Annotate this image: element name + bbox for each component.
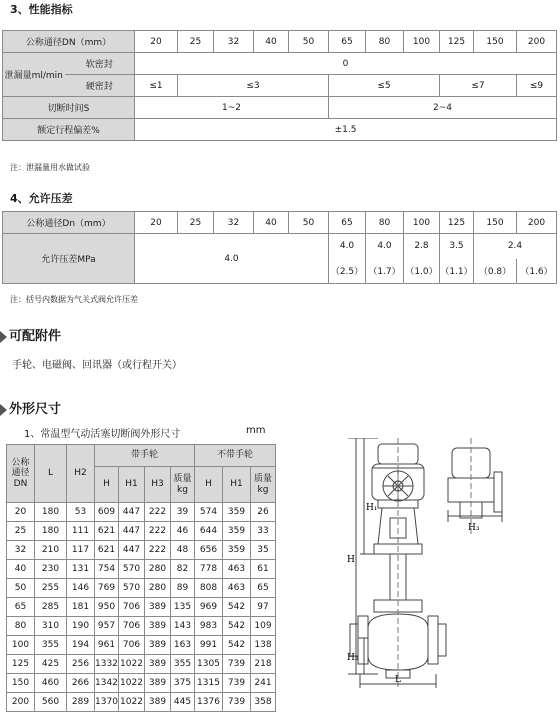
table-row	[7, 598, 276, 617]
soft-seal-value: 0	[135, 53, 557, 75]
table-cell: 190	[67, 617, 95, 636]
with-handwheel-header: 带手轮	[95, 445, 195, 467]
table-row	[7, 617, 276, 636]
hard-seal-value: ≤7	[440, 75, 517, 97]
accessories-text: 手轮、电磁阀、回讯器（或行程开关）	[12, 360, 182, 371]
table-cell: 1370	[95, 693, 119, 712]
table-cell: 39	[171, 503, 195, 522]
mass-header	[251, 467, 276, 503]
H-dimension-label: H	[347, 555, 355, 565]
dn-cell: 20	[135, 212, 178, 234]
table-cell: 950	[95, 598, 119, 617]
pressure-value: 4.0	[135, 234, 329, 284]
dn-cell: 20	[135, 31, 178, 53]
table-cell: 358	[251, 693, 276, 712]
table-cell: 241	[251, 674, 276, 693]
table-row	[7, 522, 276, 541]
dn-cell: 40	[254, 31, 289, 53]
table-cell: 150	[7, 674, 35, 693]
pressure-value: 3.5	[440, 234, 474, 259]
dn-cell: 80	[366, 31, 404, 53]
table-cell: 1022	[119, 674, 145, 693]
table-cell: 574	[195, 503, 223, 522]
table-cell: 100	[7, 636, 35, 655]
table-row	[7, 541, 276, 560]
hard-seal-label: 硬密封	[65, 75, 135, 97]
pressure-value-air-close: （1.7）	[366, 259, 404, 284]
table-row	[7, 674, 276, 693]
table-cell: 621	[95, 522, 119, 541]
accessories-title: 可配附件	[9, 329, 62, 344]
table-cell: 125	[7, 655, 35, 674]
dimensions-heading	[0, 398, 61, 417]
table-cell: 355	[35, 636, 67, 655]
table-cell: 256	[67, 655, 95, 674]
dn-cell: 32	[214, 31, 254, 53]
table-cell: 389	[145, 655, 171, 674]
table-cell: 542	[223, 636, 251, 655]
table-cell: 389	[145, 636, 171, 655]
table-cell: 46	[171, 522, 195, 541]
table-cell: 210	[35, 541, 67, 560]
dn-cell: 100	[404, 31, 440, 53]
hard-seal-value: ≤3	[178, 75, 329, 97]
pressure-value-air-close: （1.1）	[440, 259, 474, 284]
dn-cell: 65	[329, 31, 366, 53]
table-cell: 135	[171, 598, 195, 617]
table-cell: 359	[223, 541, 251, 560]
table-row	[7, 560, 276, 579]
table-cell: 310	[35, 617, 67, 636]
table-cell: 570	[119, 560, 145, 579]
pressure-table	[2, 211, 557, 284]
mass-header-line: kg	[177, 484, 188, 495]
table-cell: 991	[195, 636, 223, 655]
table-cell: 445	[171, 693, 195, 712]
hard-seal-value: ≤5	[329, 75, 440, 97]
table-cell: 542	[223, 617, 251, 636]
section-3-title: 3、性能指标	[10, 3, 73, 16]
table-cell: 609	[95, 503, 119, 522]
table-cell: 35	[251, 541, 276, 560]
table-cell: 1022	[119, 693, 145, 712]
table-cell: 163	[171, 636, 195, 655]
table-cell: 222	[145, 522, 171, 541]
dn-header: 公称通径Dn（mm）	[3, 212, 135, 234]
table-cell: 131	[67, 560, 95, 579]
pressure-value-air-close: （2.5）	[329, 259, 366, 284]
table-cell: 355	[171, 655, 195, 674]
H2-dimension-label: H₂	[347, 653, 359, 663]
table-cell: 389	[145, 693, 171, 712]
dn-cell: 25	[178, 31, 214, 53]
dn-cell: 50	[289, 31, 329, 53]
pressure-value: 2.4	[474, 234, 557, 259]
H3-dimension-label: H₃	[468, 523, 480, 533]
table-cell: 285	[35, 598, 67, 617]
table-cell: 80	[7, 617, 35, 636]
pressure-value-air-close: （0.8）	[474, 259, 517, 284]
pressure-value: 4.0	[366, 234, 404, 259]
cutoff-time-value: 2~4	[329, 97, 557, 119]
table-cell: 61	[251, 560, 276, 579]
pressure-value-air-close: （1.6）	[517, 259, 557, 284]
soft-seal-label: 软密封	[65, 53, 135, 75]
table-cell: 961	[95, 636, 119, 655]
dn-cell: 150	[474, 212, 517, 234]
dimensions-title: 外形尺寸	[9, 402, 62, 417]
table-cell: 447	[119, 503, 145, 522]
dn-cell: 100	[404, 212, 440, 234]
stroke-deviation-value: ±1.5	[135, 119, 557, 141]
table-cell: 280	[145, 579, 171, 598]
table-cell: 739	[223, 655, 251, 674]
table-cell: 218	[251, 655, 276, 674]
dn-cell: 50	[289, 212, 329, 234]
table-cell: 289	[67, 693, 95, 712]
table-cell: 65	[7, 598, 35, 617]
table-cell: 48	[171, 541, 195, 560]
H-header: H	[195, 467, 223, 503]
table-cell: 146	[67, 579, 95, 598]
table-cell: 1315	[195, 674, 223, 693]
table-cell: 138	[251, 636, 276, 655]
pressure-value-air-close: （1.0）	[404, 259, 440, 284]
table-cell: 222	[145, 541, 171, 560]
table-cell: 359	[223, 503, 251, 522]
table-cell: 1305	[195, 655, 223, 674]
triangle-bullet-icon	[0, 331, 7, 343]
table-cell: 25	[7, 522, 35, 541]
table-cell: 82	[171, 560, 195, 579]
table-cell: 222	[145, 503, 171, 522]
table-cell: 20	[7, 503, 35, 522]
table-cell: 230	[35, 560, 67, 579]
H1-header: H1	[119, 467, 145, 503]
L-dimension-label: L	[395, 675, 401, 685]
dn-cell: 125	[440, 212, 474, 234]
table-cell: 375	[171, 674, 195, 693]
dimensions-body	[7, 503, 276, 712]
H1-dimension-label: H₁	[366, 503, 378, 513]
table-cell: 1376	[195, 693, 223, 712]
table-cell: 570	[119, 579, 145, 598]
table-cell: 983	[195, 617, 223, 636]
cutoff-time-value: 1~2	[135, 97, 329, 119]
table-row	[7, 503, 276, 522]
table-cell: 143	[171, 617, 195, 636]
table-cell: 706	[119, 636, 145, 655]
table-cell: 463	[223, 560, 251, 579]
table-cell: 447	[119, 522, 145, 541]
hard-seal-value: ≤9	[517, 75, 557, 97]
table-cell: 1332	[95, 655, 119, 674]
table-cell: 266	[67, 674, 95, 693]
mass-header-line: 质量	[253, 474, 272, 485]
table-cell: 194	[67, 636, 95, 655]
mass-header-line: kg	[257, 484, 269, 495]
dn-cell: 150	[474, 31, 517, 53]
mass-header	[171, 467, 195, 503]
triangle-bullet-icon	[0, 404, 7, 416]
dn-header: 公称通径DN（mm）	[3, 31, 135, 53]
pressure-header: 允许压差MPa	[3, 234, 135, 284]
leakage-header: 泄漏量ml/min	[3, 53, 65, 97]
stroke-deviation-header: 额定行程偏差%	[3, 119, 135, 141]
table-cell: 706	[119, 617, 145, 636]
table-cell: 180	[35, 503, 67, 522]
table-cell: 447	[119, 541, 145, 560]
dn-header-line: 通径	[11, 468, 30, 479]
table-cell: 50	[7, 579, 35, 598]
table-cell: 180	[35, 522, 67, 541]
dn-cell: 200	[517, 31, 557, 53]
table-row	[7, 636, 276, 655]
dn-cell: 40	[254, 212, 289, 234]
table-cell: 739	[223, 693, 251, 712]
unit-label: mm	[246, 425, 266, 436]
section-4-title: 4、允许压差	[10, 192, 73, 205]
table-row	[7, 655, 276, 674]
dimensions-table	[6, 444, 276, 712]
table-cell: 181	[67, 598, 95, 617]
table-cell: 200	[7, 693, 35, 712]
dn-cell: 80	[366, 212, 404, 234]
section-3-note: 注：泄漏量用水做试验	[10, 163, 90, 172]
L-header: L	[35, 445, 67, 503]
table-cell: 1342	[95, 674, 119, 693]
dn-header-line: 公称	[11, 457, 30, 468]
valve-outline-drawing	[318, 438, 528, 692]
table-cell: 32	[7, 541, 35, 560]
table-cell: 26	[251, 503, 276, 522]
mass-header-line: 质量	[173, 474, 192, 485]
table-cell: 117	[67, 541, 95, 560]
table-row	[7, 693, 276, 712]
H-header: H	[95, 467, 119, 503]
dn-header	[7, 445, 35, 503]
table-cell: 33	[251, 522, 276, 541]
table-cell: 754	[95, 560, 119, 579]
table-cell: 255	[35, 579, 67, 598]
table-cell: 969	[195, 598, 223, 617]
dimensions-subtitle: 1、常温型气动活塞切断阀外形尺寸	[24, 429, 181, 440]
table-cell: 656	[195, 541, 223, 560]
H2-header: H2	[67, 445, 95, 503]
table-cell: 706	[119, 598, 145, 617]
table-cell: 111	[67, 522, 95, 541]
table-cell: 644	[195, 522, 223, 541]
table-cell: 65	[251, 579, 276, 598]
table-row	[7, 579, 276, 598]
section-4-note: 注：括号内数据为气关式阀允许压差	[10, 295, 138, 304]
without-handwheel-header: 不带手轮	[195, 445, 276, 467]
table-cell: 53	[67, 503, 95, 522]
table-cell: 389	[145, 617, 171, 636]
dn-cell: 200	[517, 212, 557, 234]
H1-header: H1	[223, 467, 251, 503]
accessories-heading	[0, 325, 61, 344]
performance-table	[2, 30, 557, 141]
table-cell: 460	[35, 674, 67, 693]
table-cell: 808	[195, 579, 223, 598]
table-cell: 739	[223, 674, 251, 693]
table-cell: 89	[171, 579, 195, 598]
table-cell: 97	[251, 598, 276, 617]
table-cell: 769	[95, 579, 119, 598]
table-cell: 463	[223, 579, 251, 598]
table-cell: 425	[35, 655, 67, 674]
dn-header-line: DN	[13, 478, 28, 489]
table-cell: 359	[223, 522, 251, 541]
pressure-value: 4.0	[329, 234, 366, 259]
dn-cell: 32	[214, 212, 254, 234]
dn-cell: 25	[178, 212, 214, 234]
cutoff-time-header: 切断时间S	[3, 97, 135, 119]
table-cell: 542	[223, 598, 251, 617]
hard-seal-value: ≤1	[135, 75, 178, 97]
table-cell: 280	[145, 560, 171, 579]
table-cell: 957	[95, 617, 119, 636]
table-cell: 560	[35, 693, 67, 712]
dn-cell: 65	[329, 212, 366, 234]
pressure-value: 2.8	[404, 234, 440, 259]
table-cell: 1022	[119, 655, 145, 674]
table-cell: 109	[251, 617, 276, 636]
table-cell: 621	[95, 541, 119, 560]
table-cell: 389	[145, 674, 171, 693]
table-cell: 389	[145, 598, 171, 617]
table-cell: 778	[195, 560, 223, 579]
dn-cell: 125	[440, 31, 474, 53]
H3-header: H3	[145, 467, 171, 503]
table-cell: 40	[7, 560, 35, 579]
